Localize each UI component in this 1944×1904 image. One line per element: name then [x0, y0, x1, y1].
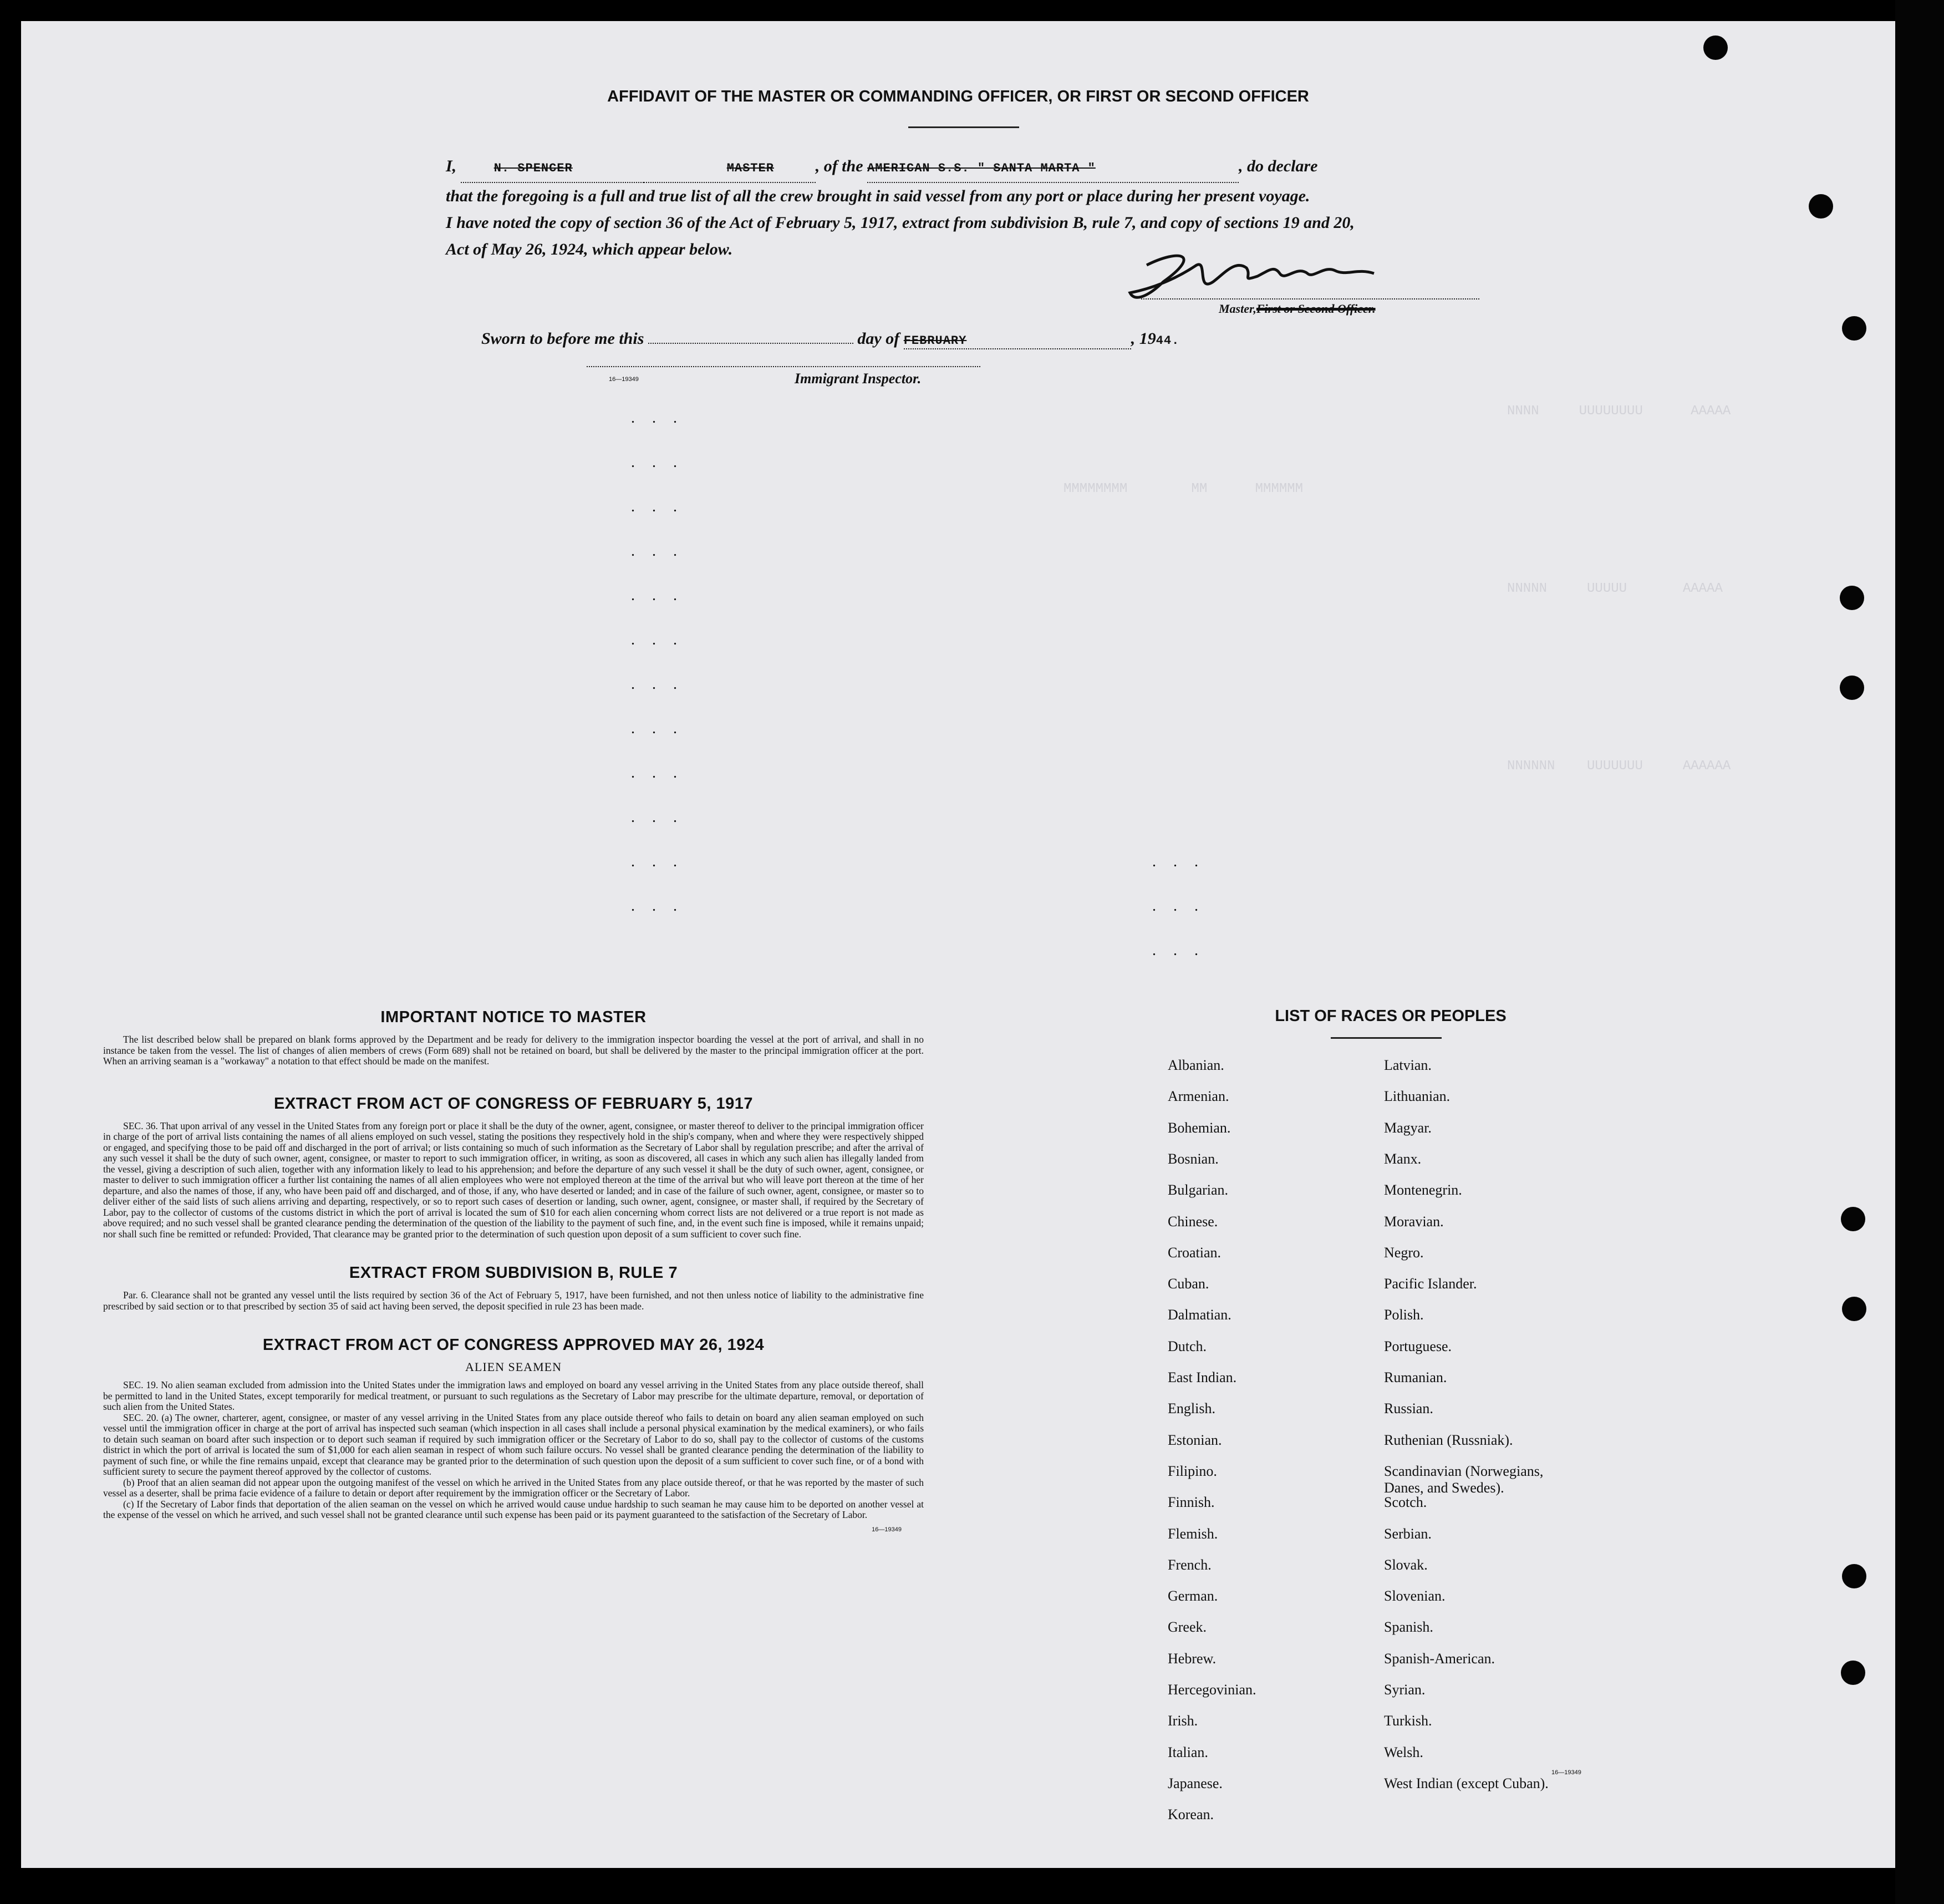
notice-title: IMPORTANT NOTICE TO MASTER [380, 1008, 647, 1026]
race-item: Greek. [1168, 1619, 1207, 1636]
punch-hole [1809, 194, 1833, 219]
race-item: Serbian. [1384, 1525, 1432, 1542]
race-item: Rumanian. [1384, 1369, 1447, 1385]
races-title: LIST OF RACES OR PEOPLES [1275, 1007, 1507, 1025]
punch-hole [1842, 1297, 1866, 1321]
race-item: Bohemian. [1168, 1119, 1231, 1136]
bleed-through-text: NNNNN UUUUU AAAAA [1507, 581, 1723, 596]
rule-7-paragraph: Par. 6. Clearance shall not be granted any vessel until the lists required by section 36 of the Act of February 5, 1917, have been furnished, and not then unless notice of liability to the administrative fine prescribed by said section or to that prescribed by section 35 of said act having been served, the deposit specified in rule 23 has been made. [103, 1289, 924, 1312]
race-item: Pacific Islander. [1384, 1276, 1477, 1292]
pronoun: I, [446, 157, 457, 175]
race-item: Armenian. [1168, 1088, 1229, 1105]
declaration-line-4: Act of May 26, 1924, which appear below. [446, 240, 733, 258]
race-item: Slovak. [1384, 1556, 1428, 1573]
race-item: Cuban. [1168, 1276, 1209, 1292]
race-item: Korean. [1168, 1806, 1214, 1823]
race-item: Dalmatian. [1168, 1307, 1231, 1323]
race-item: Bulgarian. [1168, 1182, 1229, 1199]
race-item: Ruthenian (Russniak). [1384, 1431, 1513, 1448]
race-item: Montenegrin. [1384, 1182, 1462, 1199]
month-value: FEBRUARY [903, 334, 967, 348]
sworn-day-field [648, 343, 853, 344]
signature-caption [1219, 302, 1376, 316]
notice-paragraph: The list described below shall be prepared on blank forms approved by the Department and be ready for delivery to the immigration inspector boarding the vessel at the port of arrival, and shall in no instance be taken from the vessel. The list of changes of alien members of crews (Form 689) shall not be retained on board, but shall be delivered by the master to the principal immigration officer at the port. When an arriving seaman is a "workaway" a notation to that effect should be made on the manifest. [103, 1034, 924, 1067]
form-number: 16—19349 [609, 376, 639, 383]
extract-1924-text [103, 1380, 924, 1521]
race-item: Estonian. [1168, 1431, 1222, 1448]
scan-edge [1895, 0, 1944, 1904]
race-item: Manx. [1384, 1150, 1422, 1167]
sworn-line [481, 329, 1179, 349]
section-19-paragraph: SEC. 19. No alien seaman excluded from admission into the United States under the immigration laws and employed on board any vessel arriving in the United States from any place outside thereof, shall be permitted to land in the United States, except temporarily for medical treatment, or pursuant to such regulations as the Secretary of Labor may prescribe for the ultimate departure, removal, or deportation of such alien from the United States. [103, 1379, 924, 1412]
race-item: Croatian. [1168, 1244, 1222, 1261]
year-prefix: , 19 [1131, 329, 1156, 348]
of-the-text: , of the [815, 157, 863, 175]
punch-hole [1840, 676, 1864, 700]
race-item: Magyar. [1384, 1119, 1432, 1136]
races-title-underline [1331, 1037, 1442, 1039]
bleed-through-text: NNNN UUUUUUUU AAAAA [1507, 404, 1731, 419]
section-36-paragraph: SEC. 36. That upon arrival of any vessel in the United States from any foreign port or place it shall be the duty of the owner, agent, consignee, or master thereof to deliver to the principal immigration officer in charge of the port of arrival lists containing the names of all aliens employed on such vessel, stating the positions they respectively hold in the ship's company, when and where they were respectively shipped or engaged, and specifying those to be paid off and discharged in the port of arrival; or lists containing so much of such information as the Secretary of Labor shall by regulation prescribe; and after the arrival of any such vessel it shall be the duty of such owner, agent, consignee, or master to report to such immigration officer, in writing, as soon as discovered, all cases in which any such alien has illegally landed from the vessel, giving a description of such alien, together with any information likely to lead to his apprehension; and before the departure of any such vessel it shall be the duty of such owner, agent, consignee, or master to deliver to such immigration officer a further list containing the names of all alien employees who were not employed thereon at the time of the arrival but who will leave port thereon at the time of her departure, and also the names of those, if any, who have been paid off and discharged, and of those, if any, who have deserted or landed; and in case of the failure of such owner, agent, consignee, or master so to deliver either of the said lists of such aliens arriving and departing, respectively, or so to report such cases of desertion or landing, such owner, agent, consignee, or master shall, if required by the Secretary of Labor, pay to the collector of customs of the customs district in which the port of arrival is located the sum of $10 for each alien concerning whom correct lists are not delivered or a true report is not made as above required; and no such vessel shall be granted clearance pending the determination of the question of the liability to the payment of such fine, and, in the event such fine is imposed, while it remains unpaid; nor shall such fine be remitted or refunded: Provided, That clearance may be granted prior to the determination of such question upon deposit of a sum sufficient to cover such fine. [103, 1120, 924, 1240]
day-of-text: day of [857, 329, 900, 348]
do-declare-text: , do declare [1239, 157, 1318, 175]
bleed-through-text: MMMMMMMM MM MMMMMM [1063, 481, 1304, 496]
race-item: Spanish. [1384, 1619, 1433, 1636]
race-item: Moravian. [1384, 1213, 1444, 1230]
declaration-line-2: that the foregoing is a full and true list of all the crew brought in said vessel from any port or place during her present voyage. [446, 187, 1310, 205]
race-item: Scotch. [1384, 1494, 1427, 1511]
extract-1924-title: EXTRACT FROM ACT OF CONGRESS APPROVED MAY 26, 1924 [262, 1336, 765, 1354]
race-item: Scandinavian (Norwegians, [1384, 1463, 1544, 1479]
inspector-caption: Immigrant Inspector. [795, 370, 922, 387]
punch-hole [1840, 586, 1864, 610]
race-item: Hercegovinian. [1168, 1682, 1256, 1698]
form-number-left: 16—19349 [872, 1526, 902, 1533]
race-item: Latvian. [1384, 1057, 1432, 1073]
extract-1917-title: EXTRACT FROM ACT OF CONGRESS OF FEBRUARY 5, 1917 [273, 1094, 754, 1113]
section-20b-paragraph: (b) Proof that an alien seaman did not appear upon the outgoing manifest of the vessel on which he arrived in the United States from any place outside thereof, or that he was reported by the master of such vessel as a deserter, shall be prima facie evidence of a failure to detain or deport after requirement by the immigration officer or the Secretary of Labor. [103, 1476, 924, 1499]
race-item: Flemish. [1168, 1525, 1218, 1542]
signature-line [1141, 298, 1479, 299]
inspector-signature-line [587, 366, 980, 367]
bleed-through-text: NNNNNN UUUUUUU AAAAAA [1507, 759, 1731, 774]
race-item: Polish. [1384, 1307, 1424, 1323]
declaration-line [446, 153, 1499, 183]
master-signature [1113, 243, 1424, 309]
punch-hole [1841, 1661, 1865, 1685]
section-20a-paragraph: SEC. 20. (a) The owner, charterer, agent, consignee, or master of any vessel arriving in the United States from any place outside thereof who fails to detain on board any alien seaman employed on such vessel until the immigration officer in charge at the port of arrival has inspected such seaman (which inspection in all cases shall include a personal physical examination by the medical examiners), or who fails to detain such seaman on board after such inspection or to deport such seaman if required by such immigration officer or the Secretary of Labor to do so, shall pay to the collector of customs of the customs district in which the port of arrival is located the sum of $1,000 for each alien seaman in respect of whom such failure occurs. No vessel shall be granted clearance pending the determination of the liability to payment of such fine, or while the fine remains unpaid, except that clearance may be granted prior to the determination of such question upon the deposit of a sum sufficient to cover such fine, or of a bond with sufficient surety to secure the payment thereof approved by the collector of customs. [103, 1412, 924, 1477]
extract-1917-text [103, 1121, 924, 1240]
race-item: Lithuanian. [1384, 1088, 1451, 1105]
vessel-field [867, 153, 1239, 183]
affidavit-title: AFFIDAVIT OF THE MASTER OR COMMANDING OFFICER, OR FIRST OR SECOND OFFICER [607, 88, 1309, 105]
alien-seamen-subtitle: ALIEN SEAMEN [465, 1360, 562, 1374]
punch-hole [1841, 1207, 1865, 1231]
title-underline [908, 126, 1019, 128]
notice-text [103, 1034, 924, 1067]
race-item: Spanish-American. [1384, 1650, 1495, 1667]
officer-caption-struck: First or Second Officer. [1256, 302, 1376, 316]
race-item: German. [1168, 1588, 1218, 1605]
year-value: 44. [1156, 334, 1180, 348]
race-item: Chinese. [1168, 1213, 1218, 1230]
race-item: West Indian (except Cuban). [1384, 1775, 1549, 1791]
race-item: Welsh. [1384, 1744, 1423, 1760]
punch-hole [1842, 1564, 1866, 1588]
race-item: Danes, and Swedes). [1384, 1479, 1504, 1496]
race-item: Slovenian. [1384, 1588, 1446, 1605]
section-20c-paragraph: (c) If the Secretary of Labor finds that deportation of the alien seaman on the vessel on which he arrived would cause undue hardship to such seaman he may cause him to be deported on another vessel at the expense of the vessel on which he arrived, and such vessel shall not be granted clearance until such expense has been paid or its payment guaranteed to the satisfaction of the Secretary of Labor. [103, 1498, 924, 1520]
race-item: Syrian. [1384, 1682, 1426, 1698]
legal-notices-column [103, 1008, 924, 1533]
race-item: Dutch. [1168, 1338, 1207, 1354]
month-field [904, 329, 1131, 349]
punch-hole [1842, 316, 1866, 341]
race-item: English. [1168, 1400, 1215, 1417]
master-caption: Master, [1219, 302, 1256, 316]
rank-field [644, 153, 816, 183]
rule-7-title: EXTRACT FROM SUBDIVISION B, RULE 7 [349, 1264, 678, 1282]
race-item: Hebrew. [1168, 1650, 1217, 1667]
race-item: French. [1168, 1556, 1212, 1573]
master-rank: MASTER [726, 161, 774, 175]
form-number-right: 16—19349 [1551, 1769, 1581, 1776]
master-name: N. SPENCER [493, 161, 573, 175]
race-item: Italian. [1168, 1744, 1208, 1760]
race-item: Finnish. [1168, 1494, 1215, 1511]
race-item: Japanese. [1168, 1775, 1223, 1791]
race-item: Turkish. [1384, 1713, 1432, 1729]
name-field [461, 153, 644, 183]
race-item: Filipino. [1168, 1463, 1217, 1479]
declaration-line-3: I have noted the copy of section 36 of the Act of February 5, 1917, extract from subdivision B, rule 7, and copy of sections 19 and 20, [446, 214, 1355, 232]
race-item: Bosnian. [1168, 1150, 1219, 1167]
rule-7-text [103, 1290, 924, 1312]
race-item: East Indian. [1168, 1369, 1237, 1385]
race-item: Portuguese. [1384, 1338, 1452, 1354]
race-item: Negro. [1384, 1244, 1424, 1261]
race-item: Russian. [1384, 1400, 1433, 1417]
race-item: Albanian. [1168, 1057, 1224, 1073]
punch-hole [1703, 35, 1728, 60]
vessel-name: AMERICAN S.S. " SANTA MARTA " [867, 161, 1096, 175]
document-page: NNNN UUUUUUUU AAAAA NNNNN UUUUU AAAAA NNNNNN UUUUUUU AAAAAA MMMMMMMM MM MMMMMM AFFIDAVIT OF THE MASTER OR COMMANDING OFFICER, OR FIRST OR SECOND OFFICER I, N. SPENCER MASTER , of the AMERICAN S.S. " SANTA MARTA " , do declare that the foregoing is a full and true list of all the crew brought in said vessel from any port or place during her present voyage. I have noted the copy of section 36 of the Act of February 5, 1917, extract from subdivision B, rule 7, and copy of sections 19 and 20, Act of May 26, 1924, which appear below. Master,First or Second Officer. Sworn to before me this day of FEBRUARY , 1944. 16—19349 Immigrant Inspector. . . . . . . . . . . . . . . . . . . . . . . . . . . . . . . . . . . . . . . . . . . . . . IMPORTANT NOTICE TO MASTER The list described below shall be prepared on blank forms approved by the Department and be ready for delivery to the immigration inspector boarding the vessel at the port of arrival, and shall in no instance be taken from the vessel. The list of changes of alien members of crews (Form 689) shall not be retained on board, but shall be delivered by the master to the principal immigration officer at the port. When an arriving seaman is a "workaway" a notation to that effect should be made on the manifest. EXTRACT FROM ACT OF CONGRESS OF FEBRUARY 5, 1917 SEC. 36. That upon arrival of any vessel in the United States from any foreign port or place it shall be the duty of the owner, agent, consignee, or master thereof to deliver to the principal immigration officer in charge of the port of arrival lists containing the names of all aliens employed on such vessel, stating the positions they respectively hold in the ship's company, when and where they were respectively shipped or engaged, and specifying those to be paid off and discharged in the port of arrival; or lists containing so much of such information as the Secretary of Labor shall by regulation prescribe; and after the arrival of any such vessel it shall be the duty of such owner, agent, consignee, or master to report to such immigration officer, in writing, as soon as discovered, all cases in which any such alien has illegally landed from the vessel, giving a description of such alien, together with any information likely to lead to his apprehension; and before the departure of any such vessel it shall be the duty of such owner, agent, consignee, or master to deliver to such immigration officer a further list containing the names of all alien employees who were not employed thereon at the time of the arrival but who will leave port thereon at the time of her departure, and also the names of those, if any, who have been paid off and discharged, and of those, if any, who have deserted or landed; and in case of the failure of such owner, agent, consignee, or master so to deliver either of the said lists of such aliens arriving and departing, respectively, or so to report such cases of desertion or landing, such owner, agent, consignee, or master shall, if required by the Secretary of Labor, pay to the collector of customs of the customs district in which the port of arrival is located the sum of $10 for each alien concerning whom correct lists are not delivered or a true report is not made as above required; and no such vessel shall be granted clearance pending the determination of the question of the liability to the payment of such fine, and, in the event such fine is imposed, while it remains unpaid; nor shall such fine be remitted or refunded: Provided, That clearance may be granted prior to the determination of such question upon deposit of a sum sufficient to cover such fine. EXTRACT FROM SUBDIVISION B, RULE 7 Par. 6. Clearance shall not be granted any vessel until the lists required by section 36 of the Act of February 5, 1917, have been furnished, and not then unless notice of liability to the administrative fine prescribed by said section or to that prescribed by section 35 of said act having been served, the deposit specified in rule 23 has been made. EXTRACT FROM ACT OF CONGRESS APPROVED MAY 26, 1924 ALIEN SEAMEN SEC. 19. No alien seaman excluded from admission into the United States under the immigration laws and employed on board any vessel arriving in the United States from any place outside thereof, shall be permitted to land in the United States, except temporarily for medical treatment, or pursuant to such regulations as the Secretary of Labor may prescribe for the ultimate departure, removal, or deportation of such alien from the United States. SEC. 20. (a) The owner, charterer, agent, consignee, or master of any vessel arriving in the United States from any place outside thereof who fails to detain on board any alien seaman employed on such vessel until the immigration officer in charge at the port of arrival has inspected such seaman (which inspection in all cases shall include a personal physical examination by the medical examiners), or who fails to detain such seaman on board after such inspection or to deport such seaman if required by such immigration officer or the Secretary of Labor to do so, shall pay to the collector of customs of the customs district in which the port of arrival is located the sum of $1,000 for each alien seaman in respect of whom such failure occurs. No vessel shall be granted clearance pending the determination of the liability to payment of such fine, or while the fine remains unpaid, except that clearance may be granted prior to the determination of such question upon the deposit of a sum sufficient to cover such fine, or of a bond with sufficient surety to secure the payment thereof approved by the collector of customs. (b) Proof that an alien seaman did not appear upon the outgoing manifest of the vessel on which he arrived in the United States from any place outside thereof, or that he was reported by the master of such vessel as a deserter, shall be prima facie evidence of a failure to detain or deport after requirement by the immigration officer or the Secretary of Labor. (c) If the Secretary of Labor finds that deportation of the alien seaman on the vessel on which he arrived would cause undue hardship to such seaman he may cause him to be deported on another vessel at the expense of the vessel on which he arrived, and such vessel shall not be granted clearance until such expense has been paid or its payment guaranteed to the satisfaction of the Secretary of Labor. 16—19349 LIST OF RACES OR PEOPLES Albanian. Armenian. Bohemian. Bosnian. Bulgarian. Chinese. Croatian. Cuban. Dalmatian. Dutch. East Indian. English. Estonian. Filipino. Finnish. Flemish. French. German. Greek. Hebrew. Hercegovinian. Irish. Italian. Japanese. Korean. Latvian. Lithuanian. Magyar. Manx. Montenegrin. Moravian. Negro. Pacific Islander. Polish. Portuguese. Rumanian. Russian. Ruthenian (Russniak). Scandinavian (Norwegians, Danes, and Swedes). Scotch. Serbian. Slovak. Slovenian. Spanish. Spanish-American. Syrian. Turkish. Welsh. West Indian (except Cuban). 16—19349 [21, 21, 1895, 1868]
race-item: Irish. [1168, 1713, 1198, 1729]
sworn-prefix: Sworn to before me this [481, 329, 644, 348]
